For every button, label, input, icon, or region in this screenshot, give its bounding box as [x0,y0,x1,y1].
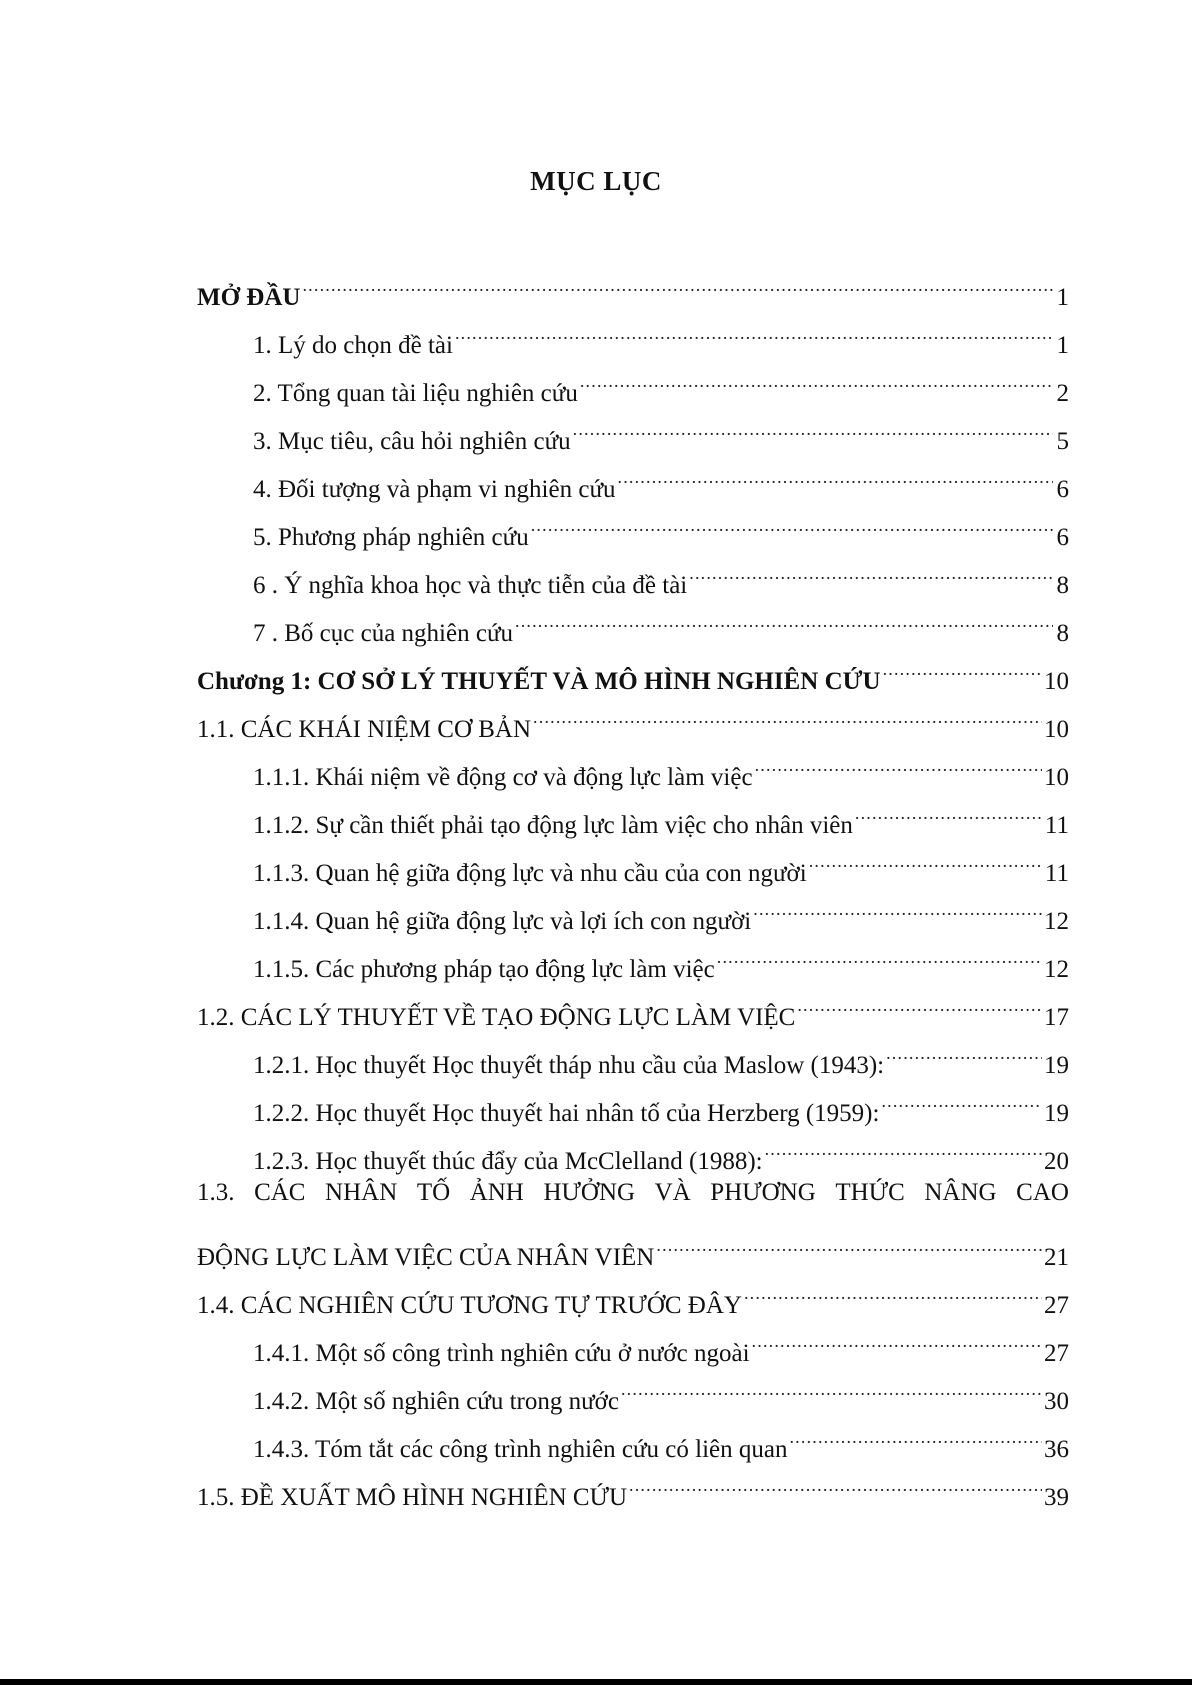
toc-page-number: 6 [1056,476,1069,503]
toc-entry-word: NHÂN [325,1179,398,1206]
toc-entry-text: 1.1.3. Quan hệ giữa động lực và nhu cầu của con người [253,860,807,887]
toc-page-number: 27 [1044,1340,1069,1367]
toc-entry-text: 1.4. CÁC NGHIÊN CỨU TƯƠNG TỰ TRƯỚC ĐÂY [197,1292,742,1319]
toc-entry-multiline[interactable] [197,1169,1069,1271]
toc-page-number: 30 [1044,1388,1069,1415]
toc-entry-word: VÀ [654,1179,691,1206]
toc-entry-text: 1.2.3. Học thuyết thúc đẩy của McClelland (1988): [253,1148,763,1175]
toc-page-number: 8 [1056,572,1069,599]
toc-entry-text: 1.5. ĐỀ XUẤT MÔ HÌNH NGHIÊN CỨU [197,1484,628,1511]
toc-entry-text: ĐỘNG LỰC LÀM VIỆC CỦA NHÂN VIÊN [197,1244,655,1271]
toc-entry-text: 1.1. CÁC KHÁI NIỆM CƠ BẢN [197,716,532,743]
toc-entry-text: 1.4.3. Tóm tắt các công trình nghiên cứu có liên quan [253,1436,788,1463]
toc-entry-line-2 [197,1217,1069,1271]
toc-list [197,257,1069,1511]
toc-leader-dots [618,449,1054,497]
toc-leader-dots [883,641,1042,689]
toc-entry-text: 4. Đối tượng và phạm vi nghiên cứu [253,476,616,503]
toc-page-number: 10 [1044,764,1069,791]
toc-leader-dots [533,689,1042,737]
toc-page-number: 10 [1044,668,1069,695]
toc-leader-dots [809,833,1043,881]
toc-page-number: 10 [1044,716,1069,743]
toc-leader-dots [515,593,1053,641]
toc-entry-text: 1.4.1. Một số công trình nghiên cứu ở nước ngoài [253,1340,750,1367]
toc-entry-text: 2. Tổng quan tài liệu nghiên cứu [253,380,578,407]
toc-page-number: 1 [1056,332,1069,359]
toc-leader-dots [302,257,1053,305]
toc-leader-dots [855,785,1043,833]
toc-leader-dots [621,1361,1042,1409]
toc-leader-dots [531,497,1053,545]
toc-leader-dots [455,305,1053,353]
toc-entry-text: MỞ ĐẦU [197,284,301,311]
toc-leader-dots [689,545,1053,593]
toc-entry-text: 5. Phương pháp nghiên cứu [253,524,529,551]
toc-entry-text: 1.1.2. Sự cần thiết phải tạo động lực làm việc cho nhân viên [253,812,853,839]
toc-entry-text: 1. Lý do chọn đề tài [253,332,453,359]
toc-page-number: 11 [1044,812,1069,839]
toc-page-number: 1 [1056,284,1069,311]
toc-entry-text: 7 . Bố cục của nghiên cứu [253,620,513,647]
toc-entry-line-1 [197,1169,1069,1217]
toc-entry-text: 1.4.2. Một số nghiên cứu trong nước [253,1388,619,1415]
toc-entry-word: PHƯƠNG [710,1179,816,1206]
toc-entry-text: 1.2. CÁC LÝ THUYẾT VỀ TẠO ĐỘNG LỰC LÀM VIỆC [197,1004,796,1031]
toc-entry-text: Chương 1: CƠ SỞ LÝ THUYẾT VÀ MÔ HÌNH NGHIÊN CỨU [197,668,881,695]
toc-page-number: 2 [1056,380,1069,407]
toc-entry-word: HƯỞNG [543,1179,636,1206]
toc-page-number: 19 [1044,1052,1069,1079]
toc-page-number: 12 [1044,908,1069,935]
toc-entries-group [197,1265,1069,1511]
toc-page-number: 17 [1044,1004,1069,1031]
toc-page-number: 6 [1056,524,1069,551]
toc-entry[interactable] [197,305,1069,359]
toc-leader-dots [717,929,1042,977]
toc-page-number: 20 [1044,1148,1069,1175]
toc-leader-dots [886,1025,1042,1073]
toc-entry-text: 1.2.1. Học thuyết Học thuyết tháp nhu cầu của Maslow (1943): [253,1052,885,1079]
toc-leader-dots [656,1217,1042,1265]
toc-page-number: 11 [1044,860,1069,887]
toc-page-number: 27 [1044,1292,1069,1319]
page-bottom-border [0,1679,1192,1685]
toc-leader-dots [881,1073,1042,1121]
toc-entry-word: THỨC [835,1179,905,1206]
toc-page-number: 19 [1044,1100,1069,1127]
toc-leader-dots [573,401,1053,449]
toc-entry-text: 1.2.2. Học thuyết Học thuyết hai nhân tố của Herzberg (1959): [253,1100,880,1127]
toc-leader-dots [629,1457,1042,1505]
toc-entry-word: TỐ [416,1179,451,1206]
toc-leader-dots [797,977,1042,1025]
toc-entry-word: CÁC [254,1179,306,1206]
toc-entry-text: 1.1.5. Các phương pháp tạo động lực làm việc [253,956,715,983]
toc-page-number: 12 [1044,956,1069,983]
toc-title: MỤC LỤC [530,166,662,196]
toc-leader-dots [753,881,1042,929]
toc-page-number: 5 [1056,428,1069,455]
toc-entry-text: 1.1.4. Quan hệ giữa động lực và lợi ích con người [253,908,752,935]
toc-entry-text: 6 . Ý nghĩa khoa học và thực tiễn của đề tài [253,572,688,599]
toc-page-number: 8 [1056,620,1069,647]
toc-entry-word: 1.3. [197,1179,235,1206]
toc-entry-word: ẢNH [469,1179,524,1206]
toc-page-number: 21 [1044,1244,1069,1271]
toc-entry-word: NÂNG [924,1179,997,1206]
toc-page-number: 39 [1044,1484,1069,1511]
toc-leader-dots [765,1121,1042,1169]
toc-leader-dots [580,353,1053,401]
toc-page-number: 36 [1044,1436,1069,1463]
toc-entries-group [197,257,1069,1175]
toc-leader-dots [744,1265,1042,1313]
toc-entry-text: 3. Mục tiêu, câu hỏi nghiên cứu [253,428,571,455]
toc-leader-dots [752,1313,1042,1361]
toc-leader-dots [755,737,1042,785]
toc-entry-text: 1.1.1. Khái niệm về động cơ và động lực làm việc [253,764,753,791]
toc-leader-dots [789,1409,1042,1457]
toc-entry-word: CAO [1016,1179,1069,1206]
toc-entry[interactable] [197,257,1069,311]
